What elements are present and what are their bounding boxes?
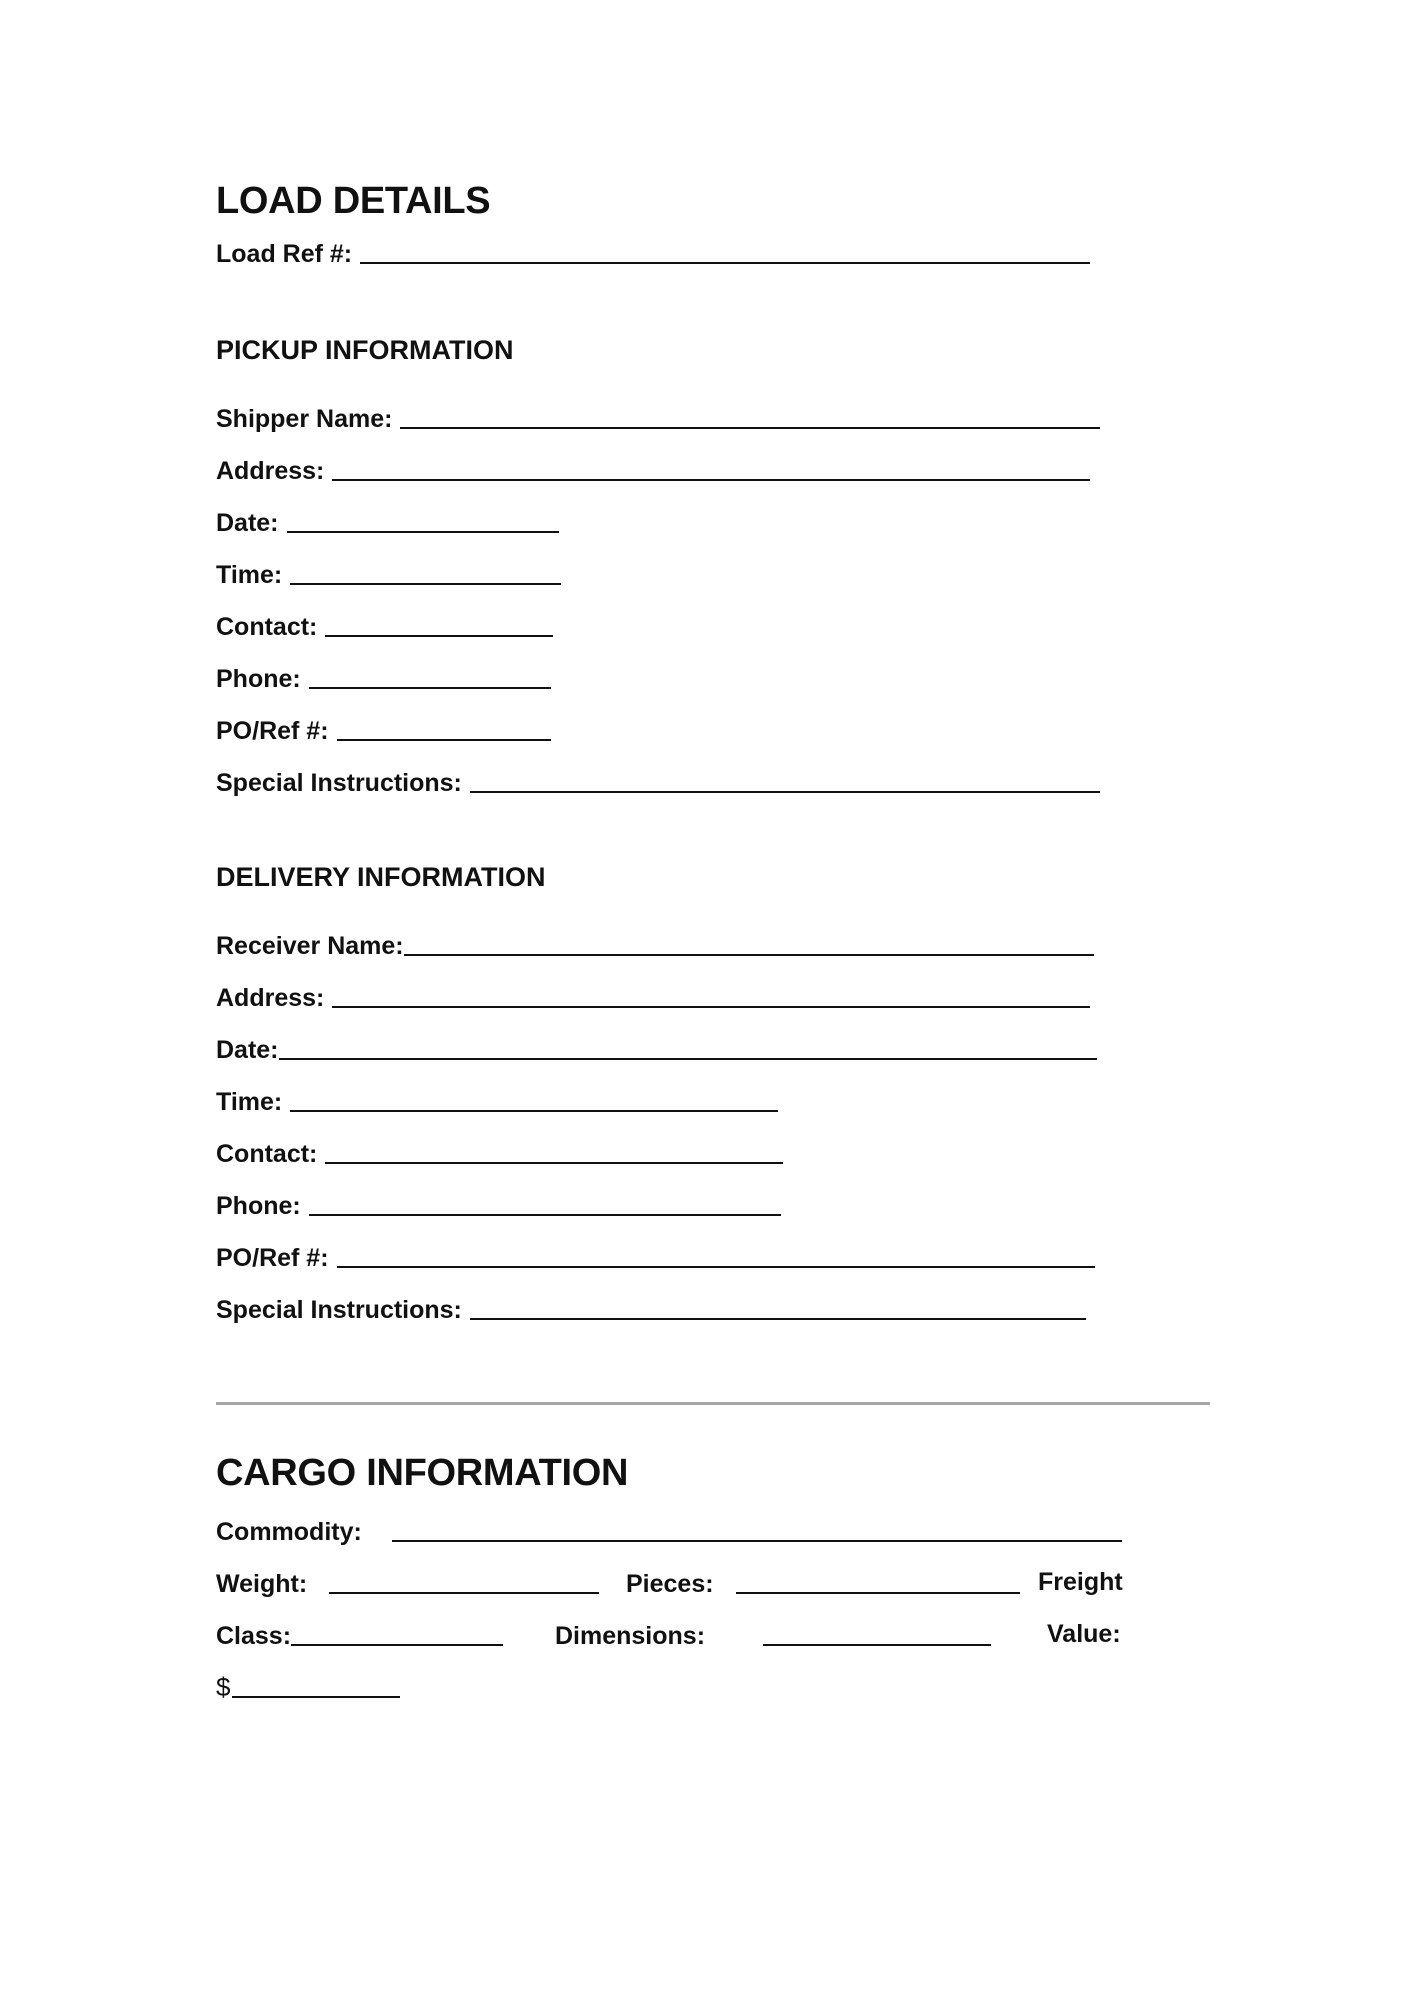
pickup-phone-label: Phone:: [216, 665, 301, 693]
pickup-time-field[interactable]: [216, 559, 561, 593]
pickup-po-ref-label: PO/Ref #:: [216, 717, 329, 745]
delivery-time-field[interactable]: [216, 1086, 778, 1120]
cargo-commodity-blank[interactable]: [392, 1518, 1122, 1542]
delivery-po-ref-label: PO/Ref #:: [216, 1244, 329, 1272]
cargo-pieces-blank[interactable]: [736, 1570, 1020, 1594]
delivery-time-blank[interactable]: [290, 1088, 778, 1112]
delivery-contact-label: Contact:: [216, 1140, 318, 1168]
pickup-address-field[interactable]: [216, 455, 1090, 489]
delivery-phone-label: Phone:: [216, 1192, 301, 1220]
cargo-heading: CARGO INFORMATION: [216, 1452, 629, 1494]
pickup-phone-field[interactable]: [216, 663, 551, 697]
cargo-weight-blank[interactable]: [329, 1570, 599, 1594]
cargo-value-blank[interactable]: [232, 1674, 400, 1698]
delivery-contact-field[interactable]: [216, 1138, 783, 1172]
pickup-time-blank[interactable]: [290, 561, 561, 585]
load-ref-blank[interactable]: [360, 240, 1090, 264]
cargo-dimensions-blank[interactable]: [763, 1622, 991, 1646]
delivery-phone-blank[interactable]: [309, 1192, 781, 1216]
load-details-heading: LOAD DETAILS: [216, 180, 491, 222]
delivery-address-label: Address:: [216, 984, 325, 1012]
delivery-receiver-name-blank[interactable]: [404, 932, 1094, 956]
cargo-pieces-field[interactable]: [626, 1568, 1020, 1602]
section-divider: [216, 1402, 1210, 1405]
delivery-time-label: Time:: [216, 1088, 283, 1116]
delivery-po-ref-field[interactable]: [216, 1242, 1095, 1276]
cargo-dimensions-field[interactable]: [555, 1620, 991, 1654]
pickup-phone-blank[interactable]: [309, 665, 551, 689]
cargo-commodity-label: Commodity:: [216, 1518, 362, 1546]
pickup-po-ref-blank[interactable]: [337, 717, 551, 741]
delivery-date-blank[interactable]: [279, 1036, 1097, 1060]
load-ref-field[interactable]: [216, 238, 1090, 272]
cargo-pieces-label: Pieces:: [626, 1570, 714, 1598]
pickup-heading: PICKUP INFORMATION: [216, 335, 514, 365]
cargo-weight-label: Weight:: [216, 1570, 308, 1598]
pickup-date-blank[interactable]: [287, 509, 559, 533]
cargo-weight-field[interactable]: [216, 1568, 599, 1602]
cargo-dollar-sign: $: [216, 1672, 231, 1702]
load-ref-label: Load Ref #:: [216, 240, 353, 268]
delivery-po-ref-blank[interactable]: [337, 1244, 1095, 1268]
delivery-receiver-name-label: Receiver Name:: [216, 932, 404, 960]
pickup-po-ref-field[interactable]: [216, 715, 551, 749]
delivery-heading: DELIVERY INFORMATION: [216, 862, 546, 892]
cargo-freight-label-wrap: [1038, 1568, 1123, 1602]
delivery-phone-field[interactable]: [216, 1190, 781, 1224]
delivery-contact-blank[interactable]: [325, 1140, 783, 1164]
delivery-date-label: Date:: [216, 1036, 279, 1064]
pickup-address-blank[interactable]: [332, 457, 1090, 481]
pickup-shipper-name-field[interactable]: [216, 403, 1100, 437]
pickup-shipper-name-blank[interactable]: [400, 405, 1100, 429]
delivery-address-blank[interactable]: [332, 984, 1090, 1008]
cargo-dimensions-label: Dimensions:: [555, 1622, 706, 1650]
pickup-shipper-name-label: Shipper Name:: [216, 405, 393, 433]
pickup-special-instructions-field[interactable]: [216, 767, 1100, 801]
pickup-special-instructions-blank[interactable]: [470, 769, 1100, 793]
pickup-date-field[interactable]: [216, 507, 559, 541]
delivery-address-field[interactable]: [216, 982, 1090, 1016]
delivery-special-instructions-label: Special Instructions:: [216, 1296, 462, 1324]
cargo-commodity-field[interactable]: [216, 1516, 1122, 1550]
pickup-contact-field[interactable]: [216, 611, 553, 645]
cargo-value-label: Value:: [1047, 1620, 1121, 1648]
pickup-date-label: Date:: [216, 509, 279, 537]
cargo-value-label-wrap: [1047, 1620, 1121, 1654]
cargo-value-field[interactable]: [216, 1672, 400, 1706]
cargo-freight-label: Freight: [1038, 1568, 1123, 1596]
delivery-special-instructions-blank[interactable]: [470, 1296, 1086, 1320]
pickup-address-label: Address:: [216, 457, 325, 485]
pickup-contact-blank[interactable]: [325, 613, 553, 637]
cargo-class-field[interactable]: [216, 1620, 503, 1654]
pickup-contact-label: Contact:: [216, 613, 318, 641]
delivery-receiver-name-field[interactable]: [216, 930, 1094, 964]
delivery-special-instructions-field[interactable]: [216, 1294, 1086, 1328]
pickup-special-instructions-label: Special Instructions:: [216, 769, 462, 797]
delivery-date-field[interactable]: [216, 1034, 1097, 1068]
pickup-time-label: Time:: [216, 561, 283, 589]
cargo-class-blank[interactable]: [291, 1622, 503, 1646]
cargo-class-label: Class:: [216, 1622, 292, 1650]
